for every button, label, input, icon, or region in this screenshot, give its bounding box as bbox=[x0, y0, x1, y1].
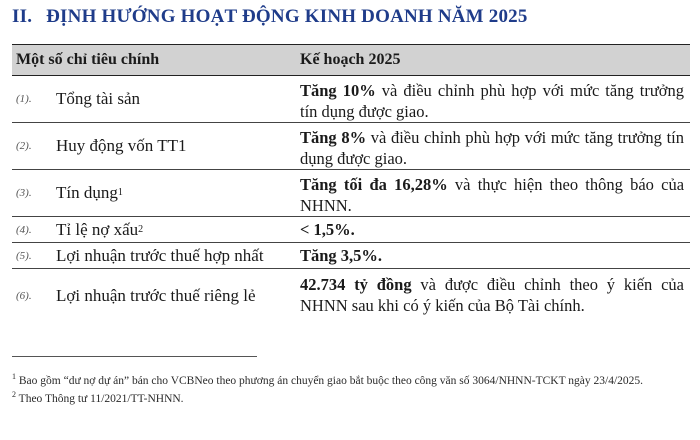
row-plan-emphasis: < 1,5%. bbox=[300, 220, 355, 239]
business-plan-table bbox=[12, 44, 690, 323]
table-row bbox=[12, 170, 690, 217]
row-index: (2). bbox=[16, 140, 32, 152]
row-plan bbox=[296, 243, 690, 268]
row-indicator-text: Huy động vốn TT1 bbox=[56, 136, 187, 155]
footnote-divider bbox=[12, 356, 257, 357]
footnote-mark: 1 bbox=[12, 372, 16, 382]
footnote-text: Bao gồm “dư nợ dự án” bán cho VCBNeo theo phương án chuyển giao bắt buộc theo công văn số 3064/NHNN-TCKT ngày 23/4/2025. bbox=[16, 375, 644, 387]
row-plan-text: và điều chỉnh phù hợp với mức tăng trưởng tín dụng được giao. bbox=[300, 81, 685, 121]
table-row bbox=[12, 243, 690, 269]
table-row bbox=[12, 217, 690, 243]
row-plan bbox=[296, 217, 690, 242]
row-plan bbox=[296, 170, 690, 216]
row-plan bbox=[296, 123, 690, 169]
table-row bbox=[12, 76, 690, 123]
table-header-row bbox=[12, 44, 690, 76]
row-plan-emphasis: Tăng 8% bbox=[300, 128, 367, 147]
row-indicator: Tỉ lệ nợ xấu 2 bbox=[56, 219, 144, 239]
row-index: (5). bbox=[16, 249, 32, 262]
row-plan bbox=[296, 76, 690, 122]
row-indicator-text: Tỉ lệ nợ xấu bbox=[56, 219, 139, 239]
row-plan bbox=[296, 269, 690, 323]
footnote-text: Theo Thông tư 11/2021/TT-NHNN. bbox=[16, 393, 184, 405]
row-index: (3). bbox=[16, 187, 32, 199]
row-indicator bbox=[52, 76, 296, 122]
row-plan-emphasis: Tăng tối đa 16,28% bbox=[300, 175, 448, 194]
row-plan-text: và điều chỉnh phù hợp với mức tăng trưởng tín dụng được giao. bbox=[300, 128, 684, 168]
footnotes bbox=[12, 373, 692, 407]
row-indicator-text: Tổng tài sản bbox=[56, 89, 141, 108]
footnote-item bbox=[12, 373, 692, 389]
row-indicator: Tín dụng 1 bbox=[56, 183, 123, 202]
section-number: II. bbox=[12, 6, 33, 27]
row-indicator-text: Lợi nhuận trước thuế hợp nhất bbox=[56, 245, 264, 265]
footnote-item bbox=[12, 391, 692, 407]
row-index: (4). bbox=[16, 223, 32, 236]
row-indicator-text: Lợi nhuận trước thuế riêng lẻ bbox=[56, 286, 256, 305]
row-plan-text: và được điều chỉnh theo ý kiến của NHNN sau khi có ý kiến của Bộ Tài chính. bbox=[300, 275, 684, 315]
row-plan-emphasis: 42.734 tỷ đồng bbox=[300, 275, 412, 294]
header-indicator: Một số chỉ tiêu chính bbox=[16, 51, 160, 68]
section-heading bbox=[12, 6, 528, 28]
row-indicator bbox=[52, 123, 296, 169]
row-index: (1). bbox=[16, 93, 32, 105]
header-plan: Kế hoạch 2025 bbox=[300, 51, 401, 68]
table-row bbox=[12, 123, 690, 170]
row-indicator bbox=[52, 243, 296, 268]
row-indicator bbox=[52, 269, 296, 323]
row-plan-emphasis: Tăng 3,5%. bbox=[300, 246, 383, 265]
section-title: ĐỊNH HƯỚNG HOẠT ĐỘNG KINH DOANH NĂM 2025 bbox=[46, 6, 528, 27]
row-index: (6). bbox=[16, 290, 32, 302]
row-indicator-text: Tín dụng bbox=[56, 183, 118, 202]
table-row bbox=[12, 269, 690, 323]
footnote-mark: 2 bbox=[12, 390, 16, 400]
row-plan-emphasis: Tăng 10% bbox=[300, 81, 376, 100]
row-plan-text: và thực hiện theo thông báo của NHNN. bbox=[300, 175, 685, 215]
